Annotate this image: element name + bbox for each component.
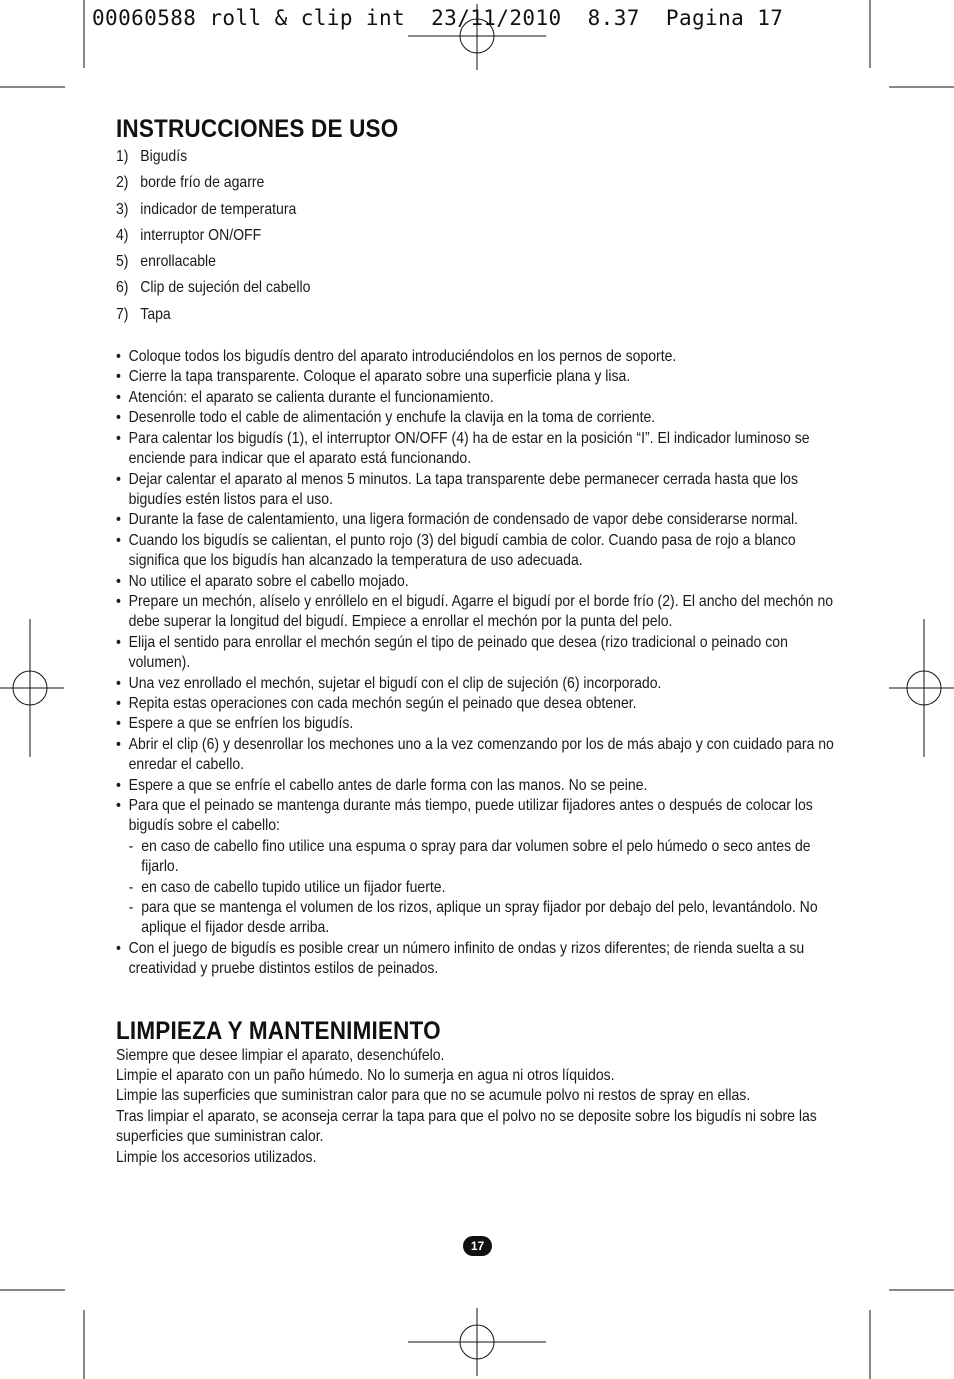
step-text: Durante la fase de calentamiento, una ligera formación de condensado de vapor debe considerarse normal. [128, 511, 798, 529]
page-content [116, 114, 842, 1168]
cleaning-paragraph: Siempre que desee limpiar el aparato, desenchúfelo. [116, 1046, 445, 1064]
step-text: Cierre la tapa transparente. Coloque el aparato sobre una superficie plana y lisa. [128, 368, 631, 386]
part-number: 6) [116, 279, 129, 297]
step-text: Coloque todos los bigudís dentro del aparato introduciéndolos en los pernos de soporte. [128, 348, 677, 366]
substep-item: - para que se mantenga el volumen de los rizos, aplique un spray fijador por debajo del pelo, levantándolo. No aplique el fijador desde arriba. [129, 898, 843, 939]
step-text: Desenrolle todo el cable de alimentación y enchufe la clavija en la toma de corriente. [128, 409, 656, 427]
part-label: Tapa [140, 305, 171, 323]
step-item [116, 714, 842, 734]
step-text: Espere a que se enfríen los bigudís. [128, 715, 354, 733]
part-item [116, 305, 842, 331]
step-text: Para calentar los bigudís (1), el interruptor ON/OFF (4) ha de estar en la posición “I”. El indicador luminoso se enciende para indicar que el aparato está funcionando. [128, 429, 810, 468]
cleaning-paragraph: Tras limpiar el aparato, se aconseja cerrar la tapa para que el polvo no se deposite sobre los bigudís ni sobre las superficies que suministran calor. [116, 1107, 817, 1146]
part-label: interruptor ON/OFF [140, 226, 262, 244]
cleaning-paragraph: Limpie los accesorios utilizados. [116, 1148, 317, 1166]
step-item [116, 633, 842, 674]
part-item [116, 226, 842, 252]
part-item [116, 173, 842, 199]
part-item [116, 200, 842, 226]
step-text: Abrir el clip (6) y desenrollar los mechones uno a la vez comenzando por los de más abajo y con cuidado para no enredar el cabello. [128, 735, 834, 774]
step-item [116, 939, 842, 980]
part-item [116, 147, 842, 173]
step-text: Atención: el aparato se calienta durante el funcionamiento. [128, 388, 494, 406]
part-label: Clip de sujeción del cabello [140, 279, 311, 297]
step-text: Para que el peinado se mantenga durante más tiempo, puede utilizar fijadores antes o después de colocar los bigudís sobre el cabello: [128, 797, 813, 835]
part-number: 7) [116, 305, 129, 323]
section-title-cleaning: LIMPIEZA Y MANTENIMIENTO [116, 1016, 441, 1045]
cleaning-paragraphs [116, 1046, 842, 1168]
part-number: 3) [116, 200, 129, 218]
step-item [116, 735, 842, 776]
step-item [116, 674, 842, 694]
part-label: indicador de temperatura [140, 200, 297, 218]
part-number: 2) [116, 174, 129, 192]
part-label: enrollacable [140, 253, 216, 271]
step-text: Dejar calentar el aparato al menos 5 minutos. La tapa transparente debe permanecer cerrada hasta que los bigudíes estén listos para el uso. [128, 470, 798, 508]
part-number: 5) [116, 253, 129, 271]
step-item [116, 429, 842, 470]
step-item [116, 531, 842, 572]
step-item [116, 470, 842, 511]
part-number: 4) [116, 226, 129, 244]
parts-list [116, 147, 842, 331]
part-label: Bigudís [140, 148, 188, 165]
section-title-instructions: INSTRUCCIONES DE USO [116, 115, 399, 143]
cleaning-section [116, 1016, 842, 1168]
steps-list [116, 347, 842, 980]
page-number-badge: 17 [463, 1236, 492, 1256]
substep-item: - en caso de cabello tupido utilice un fijador fuerte. [129, 878, 843, 898]
step-text: Elija el sentido para enrollar el mechón según el tipo de peinado que desea (rizo tradicional o peinado con volumen). [128, 633, 788, 672]
part-item [116, 278, 842, 304]
step-text: Espere a que se enfríe el cabello antes de darle forma con las manos. No se peine. [128, 776, 648, 794]
step-text: Prepare un mechón, alíselo y enróllelo en el bigudí. Agarre el bigudí por el borde frío (2). El ancho del mechón no debe superar la longitud del bigudí. Empiece a enrollar el mechón por la punta del pelo. [128, 592, 834, 631]
step-item [116, 388, 842, 408]
step-item [116, 796, 842, 939]
cleaning-paragraph: Limpie las superficies que suministran calor para que no se acumule polvo ni restos de spray en ellas. [116, 1087, 751, 1105]
step-item [116, 510, 842, 530]
part-number: 1) [116, 148, 129, 165]
substeps-list [129, 837, 843, 939]
substep-item: - en caso de cabello fino utilice una espuma o spray para dar volumen sobre el pelo húmedo o seco antes de fijarlo. [129, 837, 843, 878]
step-item [116, 592, 842, 633]
print-slug: 00060588 roll & clip int 23/11/2010 8.37 Pagina 17 [92, 6, 784, 30]
part-item [116, 252, 842, 278]
cleaning-paragraph: Limpie el aparato con un paño húmedo. No lo sumerja en agua ni otros líquidos. [116, 1067, 615, 1085]
step-text: Cuando los bigudís se calientan, el punto rojo (3) del bigudí cambia de color. Cuando pasa de rojo a blanco significa que los bigudís han alcanzado la temperatura de uso adecuada. [128, 531, 796, 570]
step-text: No utilice el aparato sobre el cabello mojado. [128, 572, 409, 590]
step-item [116, 572, 842, 592]
step-item [116, 347, 842, 367]
step-text: Una vez enrollado el mechón, sujetar el bigudí con el clip de sujeción (6) incorporado. [128, 674, 662, 692]
step-text: Repita estas operaciones con cada mechón según el peinado que desea obtener. [128, 694, 637, 712]
step-item [116, 694, 842, 714]
part-label: borde frío de agarre [140, 174, 265, 192]
step-item [116, 408, 842, 428]
step-item [116, 776, 842, 796]
step-text: Con el juego de bigudís es posible crear un número infinito de ondas y rizos diferentes; de rienda suelta a su creatividad y pruebe distintos estilos de peinados. [128, 939, 805, 978]
step-item [116, 367, 842, 387]
